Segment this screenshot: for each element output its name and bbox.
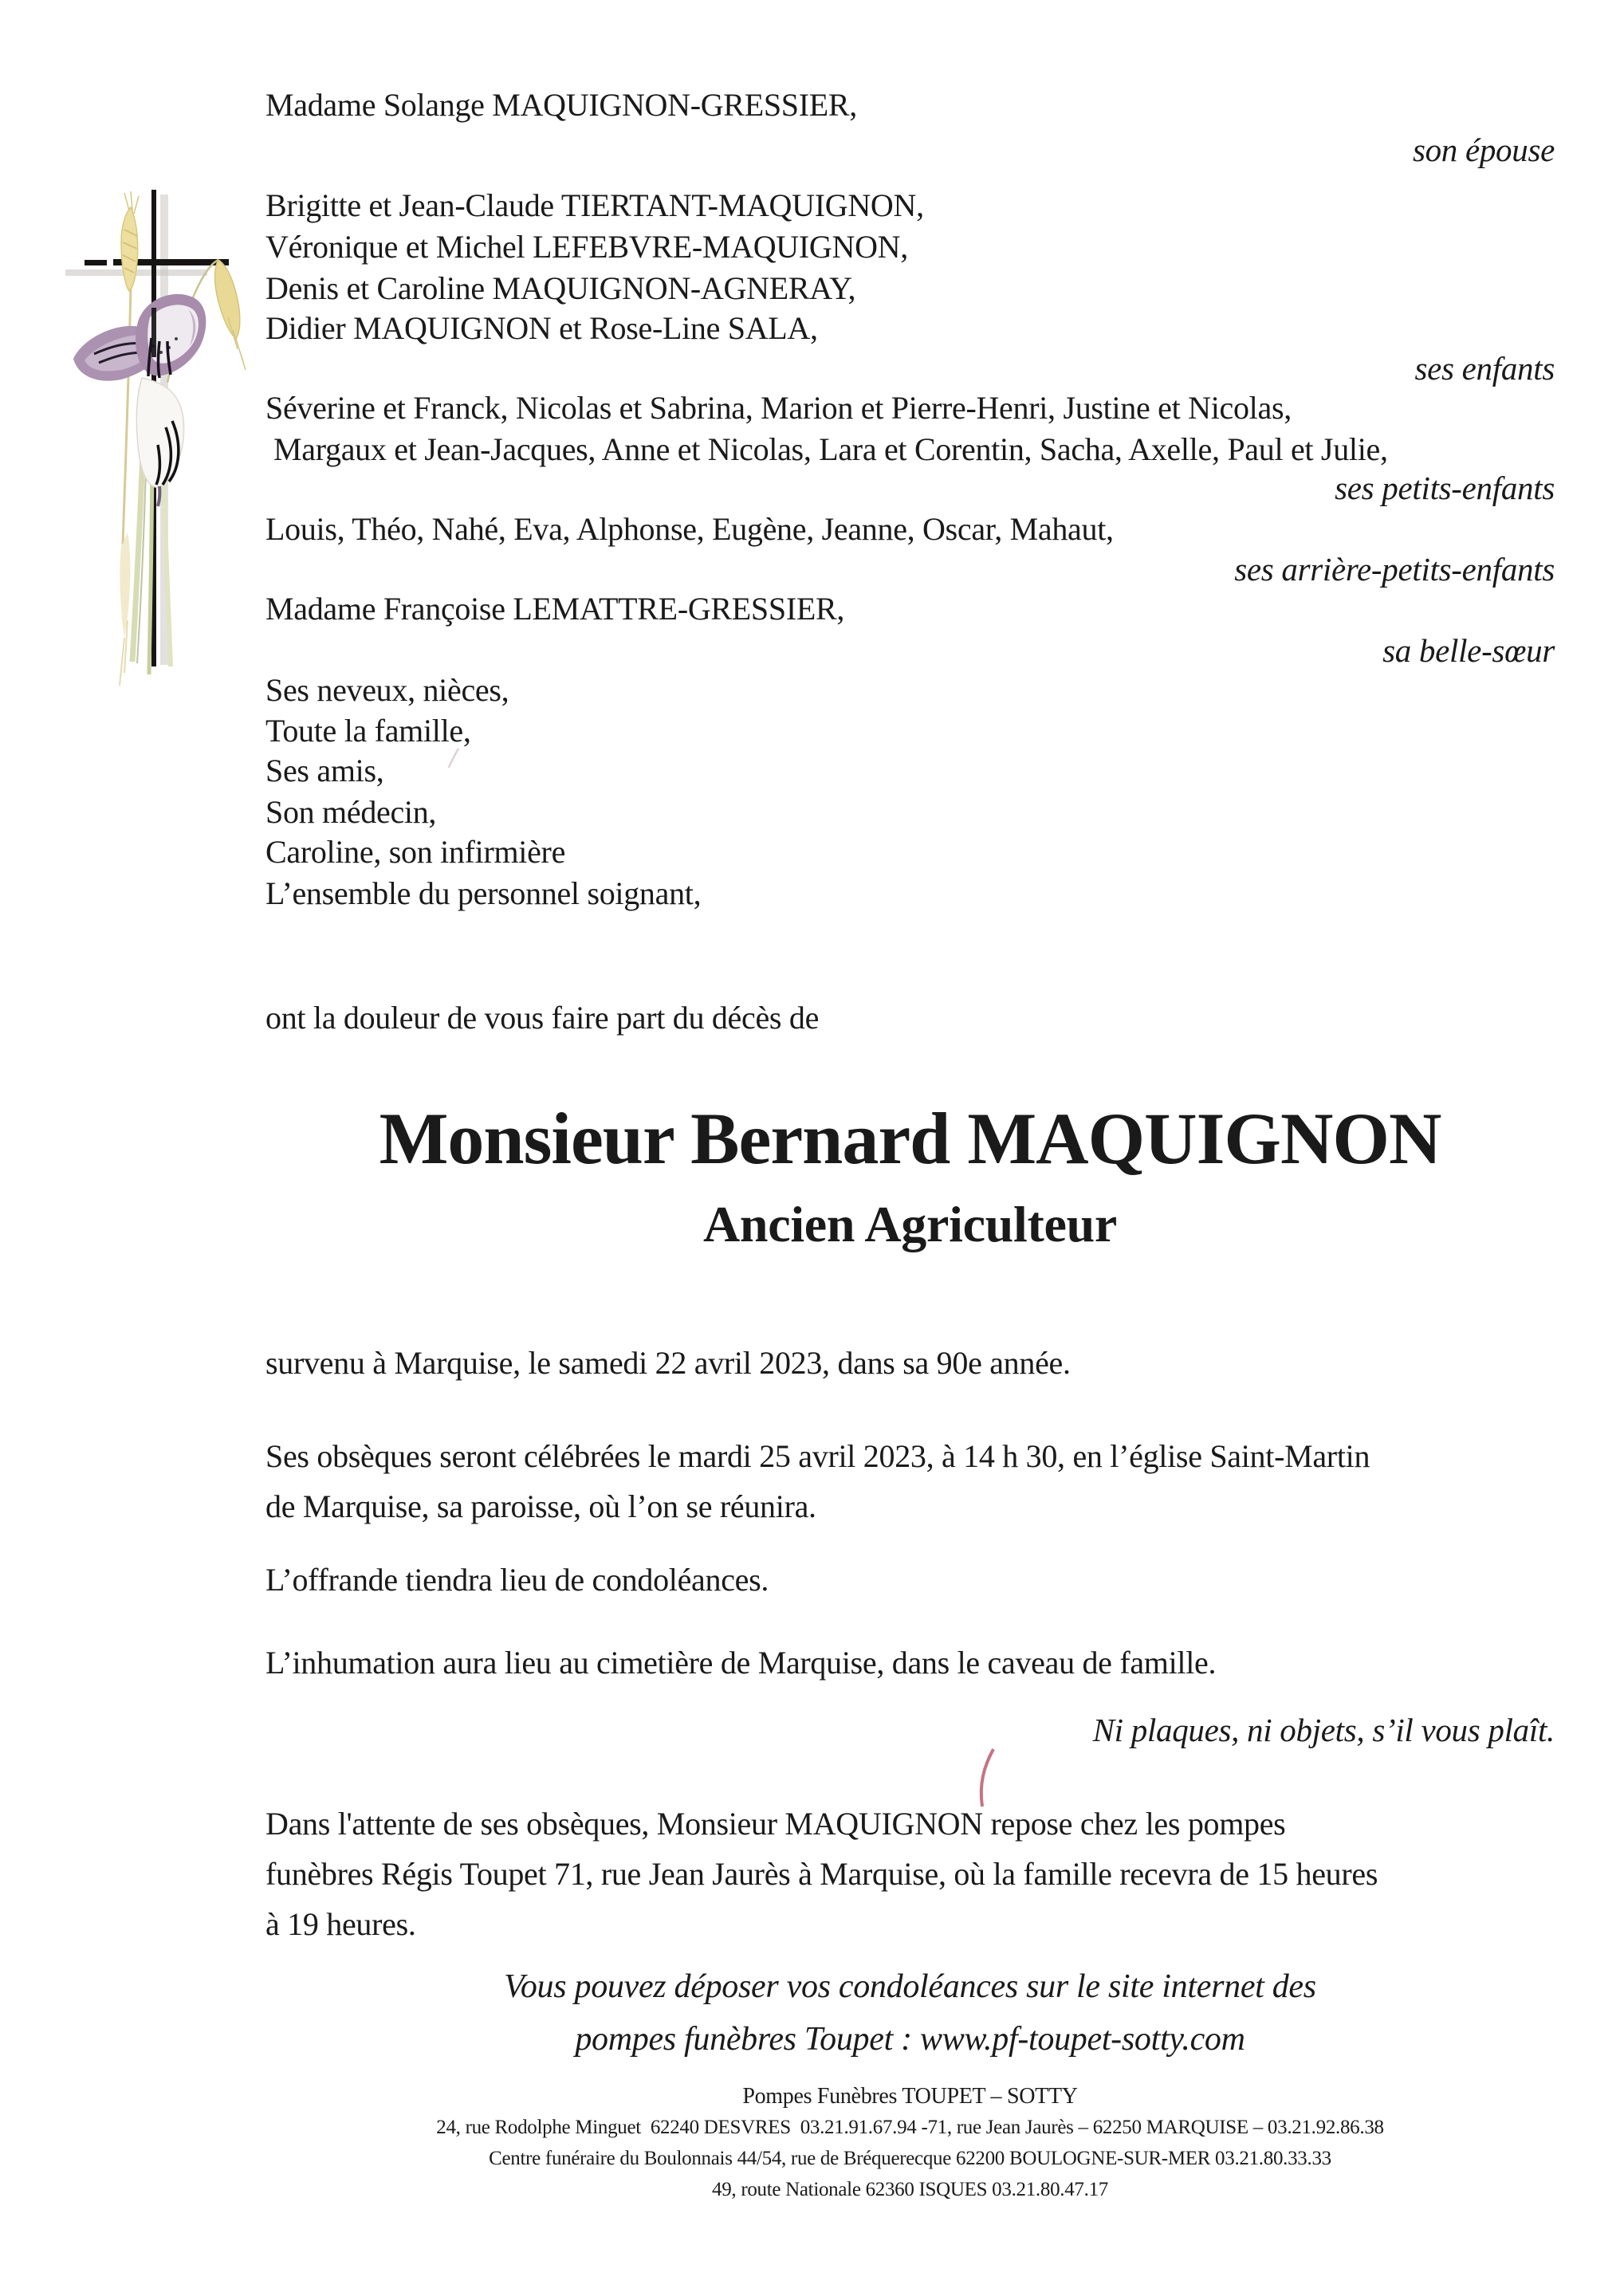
condolences-website-line: pompes funèbres Toupet : www.pf-toupet-sotty.com (575, 2021, 1245, 2058)
family-other-line: Ses neveux, nièces, (265, 672, 509, 708)
deceased-subtitle: Ancien Agriculteur (703, 1196, 1117, 1252)
ceremony-line: Ses obsèques seront célébrées le mardi 25 avril 2023, à 14 h 30, en l’église Saint-Martin (265, 1438, 1370, 1474)
lily-dot (151, 344, 155, 348)
sister-in-law-line: Madame Françoise LEMATTRE-GRESSIER, (265, 591, 845, 627)
grandchildren-line: Séverine et Franck, Nicolas et Sabrina, Marion et Pierre-Henri, Justine et Nicolas, (265, 390, 1292, 426)
children-line: Denis et Caroline MAQUIGNON-AGNERAY, (265, 270, 856, 306)
cross-horizontal-dash (85, 260, 107, 265)
wheat-ear-bottom (120, 533, 130, 638)
wheat-ear-left (121, 207, 138, 291)
death-line: survenu à Marquise, le samedi 22 avril 2023, dans sa 90e année. (265, 1345, 1071, 1381)
relationship-label-sister-in-law: sa belle-sœur (1382, 632, 1555, 669)
condolences-website-line: Vous pouvez déposer vos condoléances sur le site internet des (504, 1968, 1316, 2005)
relationship-label-spouse: son épouse (1412, 132, 1555, 168)
scan-artifact-mark (446, 746, 462, 770)
lily-dot (175, 337, 178, 340)
grandchildren-line: Margaux et Jean-Jacques, Anne et Nicolas, Lara et Corentin, Sacha, Axelle, Paul et Julie, (273, 431, 1388, 467)
ceremony-line: de Marquise, sa paroisse, où l’on se réunira. (265, 1488, 816, 1524)
no-plaques-line: Ni plaques, ni objets, s’il vous plaît. (1092, 1712, 1555, 1748)
spouse-line: Madame Solange MAQUIGNON-GRESSIER, (265, 87, 857, 123)
cross-beam-over-flower (151, 308, 156, 357)
lily-spathe-tip (158, 486, 159, 506)
wheat-ear-right (215, 260, 240, 339)
family-other-line: Toute la famille, (265, 713, 471, 749)
children-line: Didier MAQUIGNON et Rose-Line SALA, (265, 310, 818, 346)
offering-line: L’offrande tiendra lieu de condoléances. (265, 1562, 769, 1598)
funeral-home-address: 49, route Nationale 62360 ISQUES 03.21.80.47.17 (712, 2179, 1108, 2200)
lily-dot (159, 351, 163, 354)
children-line: Brigitte et Jean-Claude TIERTANT-MAQUIGNON, (265, 187, 924, 223)
repose-line: à 19 heures. (265, 1906, 416, 1942)
repose-line: Dans l'attente de ses obsèques, Monsieur MAQUIGNON repose chez les pompes (265, 1806, 1286, 1842)
relationship-label-grandchildren: ses petits-enfants (1335, 470, 1555, 506)
cross-lily-wheat-illustration (48, 190, 255, 704)
family-other-line: Son médecin, (265, 794, 437, 830)
funeral-home-name: Pompes Funèbres TOUPET – SOTTY (742, 2084, 1078, 2109)
funeral-home-address: Centre funéraire du Boulonnais 44/54, rue de Bréquerecque 62200 BOULOGNE-SUR-MER 03.21.80.33.33 (489, 2148, 1331, 2169)
relationship-label-children: ses enfants (1414, 350, 1555, 387)
announcement-intro: ont la douleur de vous faire part du décès de (265, 1000, 820, 1036)
family-other-line: Caroline, son infirmière (265, 834, 566, 870)
repose-line: funèbres Régis Toupet 71, rue Jean Jaurès à Marquise, où la famille recevra de 15 heures (265, 1856, 1378, 1892)
burial-line: L’inhumation aura lieu au cimetière de Marquise, dans le caveau de famille. (265, 1645, 1217, 1681)
family-other-line: Ses amis, (265, 753, 384, 788)
children-line: Véronique et Michel LEFEBVRE-MAQUIGNON, (265, 229, 908, 265)
relationship-label-great-grandchildren: ses arrière-petits-enfants (1234, 551, 1555, 588)
wheat-stem-left (123, 285, 131, 545)
funeral-home-address: 24, rue Rodolphe Minguet 62240 DESVRES 03.21.91.67.94 -71, rue Jean Jaurès – 62250 MARQUISE – 03.21.92.86.38 (436, 2117, 1384, 2138)
lily-dot (167, 346, 171, 349)
great-grandchildren-line: Louis, Théo, Nahé, Eva, Alphonse, Eugène, Jeanne, Oscar, Mahaut, (265, 511, 1114, 547)
deceased-name: Monsieur Bernard MAQUIGNON (379, 1098, 1441, 1179)
family-other-line: L’ensemble du personnel soignant, (265, 875, 702, 911)
handwritten-slash-mark (969, 1746, 1001, 1810)
